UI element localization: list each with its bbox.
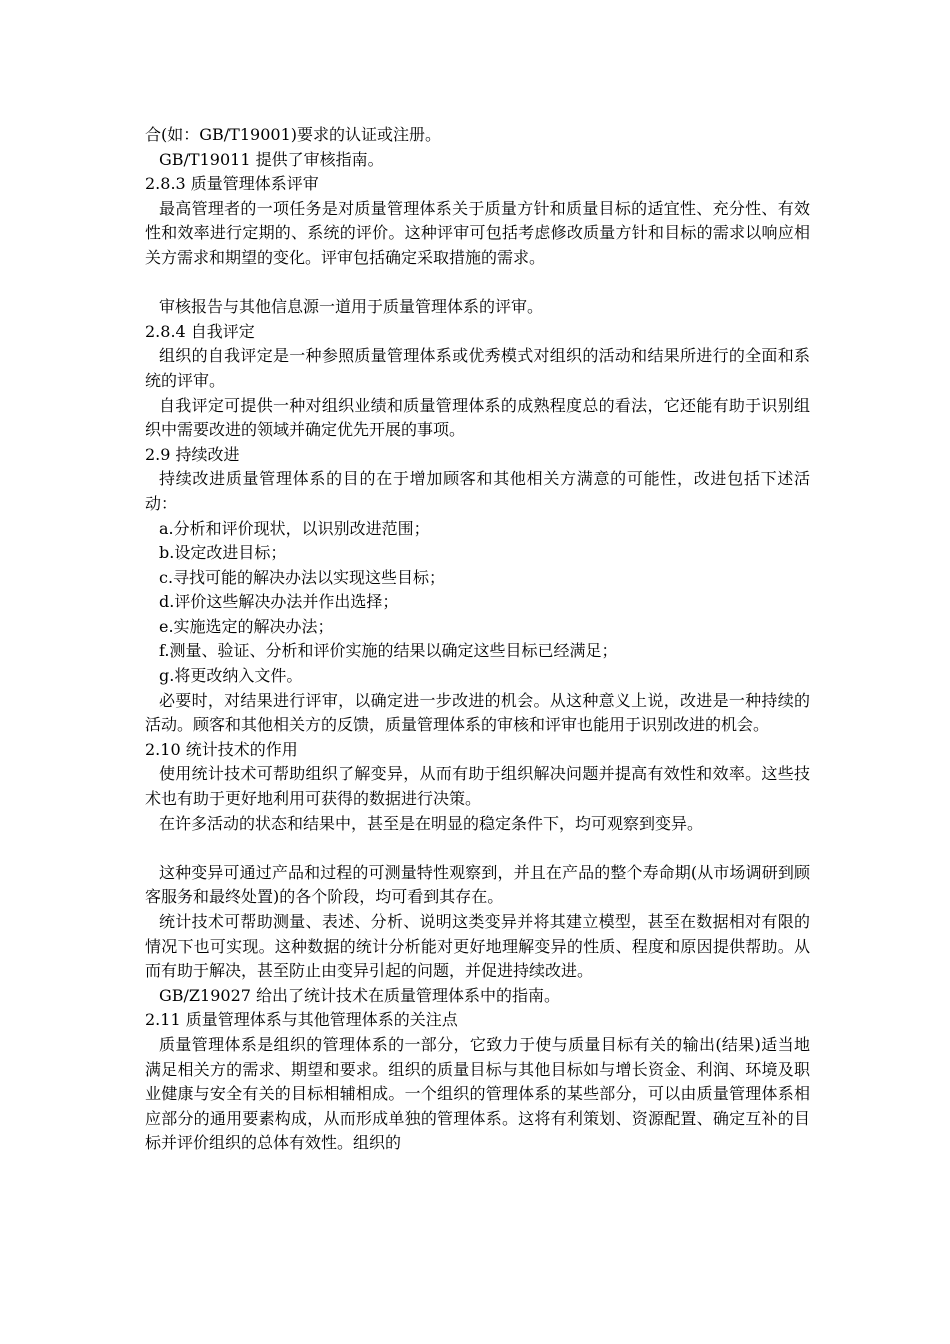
- paragraph: 合(如：GB/T19001)要求的认证或注册。: [145, 125, 441, 144]
- paragraph: 组织的自我评定是一种参照质量管理体系或优秀模式对组织的活动和结果所进行的全面和系统的评审。: [145, 346, 810, 390]
- list-item: f.测量、验证、分析和评价实施的结果以确定这些目标已经满足；: [159, 641, 618, 661]
- list-item: b.设定改进目标；: [159, 543, 287, 563]
- paragraph: 在许多活动的状态和结果中，甚至是在明显的稳定条件下，均可观察到变异。: [159, 813, 704, 833]
- paragraph: 审核报告与其他信息源一道用于质量管理体系的评审。: [159, 297, 544, 317]
- section-heading-2-9: 2.9 持续改进: [145, 444, 240, 464]
- paragraph: 这种变异可通过产品和过程的可测量特性观察到，并且在产品的整个寿命期(从市场调研到顾客服务和最终处置)的各个阶段，均可看到其存在。: [145, 862, 810, 907]
- section-heading-2-11: 2.11 质量管理体系与其他管理体系的关注点: [145, 1010, 458, 1030]
- paragraph: 必要时，对结果进行评审，以确定进一步改进的机会。从这种意义上说，改进是一种持续的活动。顾客和其他相关方的反馈，质量管理体系的审核和评审也能用于识别改进的机会。: [145, 690, 810, 735]
- paragraph: 持续改进质量管理体系的目的在于增加顾客和其他相关方满意的可能性，改进包括下述活动：: [145, 469, 810, 513]
- list-item: g.将更改纳入文件。: [159, 666, 303, 686]
- paragraph: GB/T19011 提供了审核指南。: [159, 149, 384, 169]
- blank-line: [145, 836, 810, 861]
- blank-line: [145, 271, 810, 296]
- list-item: e.实施选定的解决办法；: [159, 616, 334, 636]
- paragraph: 自我评定可提供一种对组织业绩和质量管理体系的成熟程度总的看法，它还能有助于识别组织中需要改进的领域并确定优先开展的事项。: [145, 395, 810, 440]
- improvement-activity-list: [145, 517, 810, 689]
- paragraph: 最高管理者的一项任务是对质量管理体系关于质量方针和质量目标的适宜性、充分性、有效性和效率进行定期的、系统的评价。这种评审可包括考虑修改质量方针和目标的需求以响应相关方需求和期望的变化。评审包括确定采取措施的需求。: [145, 198, 810, 267]
- section-heading-2-10: 2.10 统计技术的作用: [145, 739, 298, 759]
- section-heading-2-8-3: 2.8.3 质量管理体系评审: [145, 174, 319, 194]
- list-item: a.分析和评价现状，以识别改进范围；: [159, 518, 430, 538]
- paragraph: 使用统计技术可帮助组织了解变异，从而有助于组织解决问题并提高有效性和效率。这些技术也有助于更好地利用可获得的数据进行决策。: [145, 764, 810, 809]
- section-heading-2-8-4: 2.8.4 自我评定: [145, 321, 255, 341]
- paragraph: GB/Z19027 给出了统计技术在质量管理体系中的指南。: [159, 985, 561, 1005]
- list-item: c.寻找可能的解决办法以实现这些目标；: [159, 567, 446, 587]
- list-item: d.评价这些解决办法并作出选择；: [159, 592, 399, 612]
- paragraph: 统计技术可帮助测量、表述、分析、说明这类变异并将其建立模型，甚至在数据相对有限的情况下也可实现。这种数据的统计分析能对更好地理解变异的性质、程度和原因提供帮助。从而有助于解决，甚至防止由变异引起的问题，并促进持续改进。: [145, 912, 810, 981]
- paragraph: 质量管理体系是组织的管理体系的一部分，它致力于使与质量目标有关的输出(结果)适当地满足相关方的需求、期望和要求。组织的质量目标与其他目标如与增长资金、利润、环境及职业健康与安全有关的目标相辅相成。一个组织的管理体系的某些部分，可以由质量管理体系相应部分的通用要素构成，从而形成单独的管理体系。这将有利策划、资源配置、确定互补的目标并评价组织的总体有效性。组织的: [145, 1034, 810, 1153]
- document-page: [145, 123, 810, 1156]
